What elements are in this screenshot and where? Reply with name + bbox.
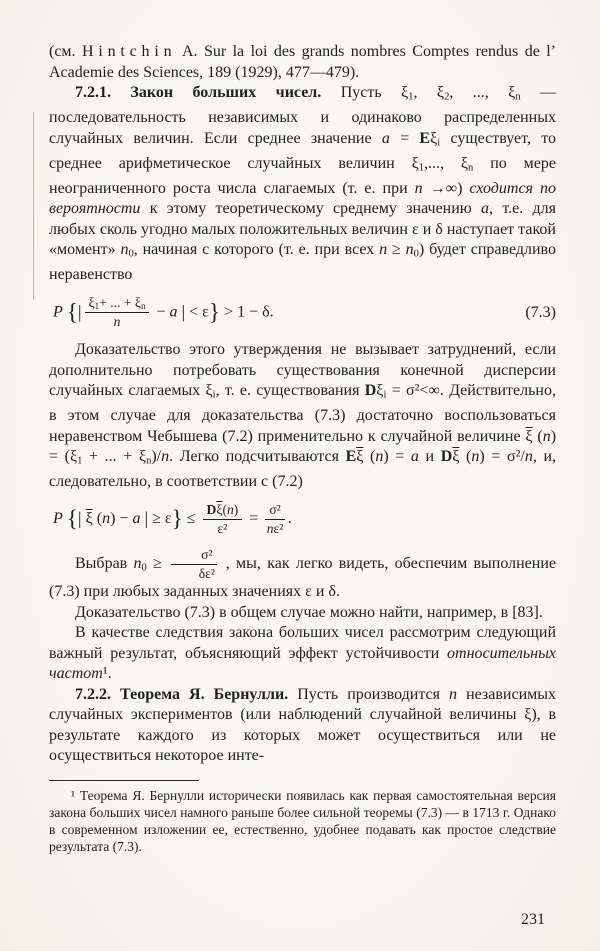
equation-7-3	[53, 295, 556, 331]
corollary-paragraph: В качестве следствия закона больших чисел рассмотрим следующий важный результат, объясняющий эффект устойчивости относительных частот¹.	[49, 624, 556, 683]
scan-artifact	[33, 112, 34, 300]
citation-paragraph: (см. Hintchin A. Sur la loi des grands nombres Comptes rendus de l’ Academie des Sciences, 189 (1929), 477—479).	[49, 43, 557, 81]
section-7-2-1-paragraph: 7.2.1. Закон больших чисел. Пусть ξ1, ξ2, ..., ξn — последовательность независимых и одинаково распределенных случайных величин. Если среднее значение a = Eξi существует, то среднее арифметическое случайных величин ξ1,..., ξn по мере неограниченного роста числа слагаемых (т. е. при n →∞) сходится по вероятности к этому теоретическому среднему значению a, т.е. для любых сколь угодно малых положительных величин ε и δ наступает такой «момент» n0, начиная с которого (т. е. при всех n ≥ n0) будет справедливо неравенство	[49, 84, 557, 284]
text-block	[49, 42, 556, 855]
chebyshev-inequality-body: P {| $\overline{\xi}$ (n) − a | ≥ ε} ≤ $\frac{D\overline{\xi}(n)}{\text{ε²}}$ = $\frac{\text{σ²}}{\text{nε²}}$ .	[53, 501, 292, 536]
equation-7-3-number: (7.3)	[525, 303, 556, 321]
chebyshev-inequality-equation	[53, 502, 556, 537]
equation-7-3-body: P {| $\frac{\xi 1+ ... + \xi n}{n}$ − a | < ε} > 1 − δ.	[53, 294, 274, 330]
footnote-rule	[49, 780, 199, 781]
proof-paragraph: Доказательство этого утверждения не вызывает затруднений, если дополнительно потребовать существования конечной дисперсии случайных слагаемых ξi, т. е. существования Dξi = σ²<∞. Действительно, в этом случае для доказательства (7.3) достаточно воспользоваться неравенством Чебышева (7.2) применительно к случайной величине $\overline{\xi}$ (n) = (ξ1 + ... + ξn)/n. Легко подсчитываются $E\overline{\xi}$ (n) = a и $D\overline{\xi}$ (n) = σ²/n, и, следовательно, в соответствии с (7.2)	[49, 341, 557, 491]
page-number: 231	[521, 911, 545, 928]
footnote: ¹ Теорема Я. Бернулли исторически появилась как первая самостоятельная версия закона больших чисел намного раньше более сильной теоремы (7.3) — в 1713 г. Однако в современном изложении ее, естественно, удобнее подавать как простое следствие результата (7.3).	[49, 787, 556, 854]
general-proof-paragraph: Доказательство (7.3) в общем случае можно найти, например, в [83].	[75, 603, 543, 621]
n0-choice-paragraph: Выбрав n0 ≥ $\frac{\text{σ²}}{\text{δε²}}$ , мы, как легко видеть, обеспечим выполнение (7.3) при любых заданных значениях ε и δ.	[49, 547, 557, 601]
section-7-2-2-paragraph: 7.2.2. Теорема Я. Бернулли. Пусть производится n независимых случайных экспериментов (или наблюдений случайной величины ξ), в результате каждого из которых может осуществиться или не осуществиться некоторое инте-	[49, 685, 557, 765]
